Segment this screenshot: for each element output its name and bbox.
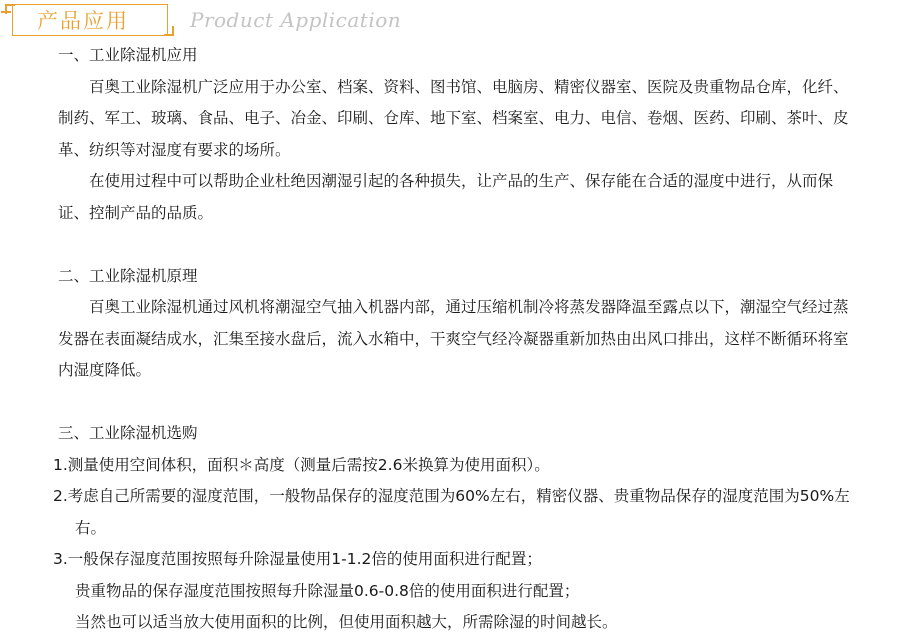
- application-benefit-paragraph: 在使用过程中可以帮助企业杜绝因潮湿引起的各种损失，让产品的生产、保存能在合适的湿度中进行，从而保证、控制产品的品质。: [58, 172, 834, 222]
- selection-item-2: 2.考虑自己所需要的湿度范围，一般物品保存的湿度范围为60%左右，精密仪器、贵重物品保存的湿度范围为50%左右。: [53, 487, 850, 537]
- section-title-english: Product Application: [190, 8, 402, 32]
- section-heading-application: 一、工业除湿机应用: [58, 46, 198, 64]
- selection-item-3: 3.一般保存湿度范围按照每升除湿量使用1-1.2倍的使用面积进行配置；: [53, 550, 542, 568]
- selection-item-3-line-3: 当然也可以适当放大使用面积的比例，但使用面积越大，所需除湿的时间越长。: [75, 613, 618, 631]
- frame-corner-ornament: [1, 11, 11, 19]
- section-heading-selection: 三、工业除湿机选购: [58, 424, 198, 442]
- section-heading-principle: 二、工业除湿机原理: [58, 266, 198, 285]
- application-paragraph: 百奥工业除湿机广泛应用于办公室、档案、资料、图书馆、电脑房、精密仪器室、医院及贵重物品仓库，化纤、制药、军工、玻璃、食品、电子、冶金、印刷、仓库、地下室、档案室、电力、电信、卷烟、医药、印刷、茶叶、皮革、纺织等对湿度有要求的场所。: [58, 77, 849, 159]
- spacer: [58, 229, 858, 261]
- section-title: 产品应用: [37, 9, 129, 33]
- selection-item-3-line-2: 贵重物品的保存湿度范围按照每升除湿量0.6-0.8倍的使用面积进行配置；: [75, 581, 580, 600]
- selection-item-1: 1.测量使用空间体积，面积＊高度（测量后需按2.6米换算为使用面积）。: [53, 455, 550, 474]
- frame-corner-ornament: [164, 26, 174, 36]
- article-body: [53, 40, 858, 639]
- spacer: [58, 387, 858, 419]
- title-frame: [12, 4, 168, 36]
- principle-paragraph: 百奥工业除湿机通过风机将潮湿空气抽入机器内部，通过压缩机制冷将蒸发器降温至露点以下，潮湿空气经过蒸发器在表面凝结成水，汇集至接水盘后，流入水箱中，干爽空气经冷凝器重新加热由出风口排出，这样不断循环将室内湿度降低。: [58, 298, 849, 379]
- section-header: [0, 0, 900, 42]
